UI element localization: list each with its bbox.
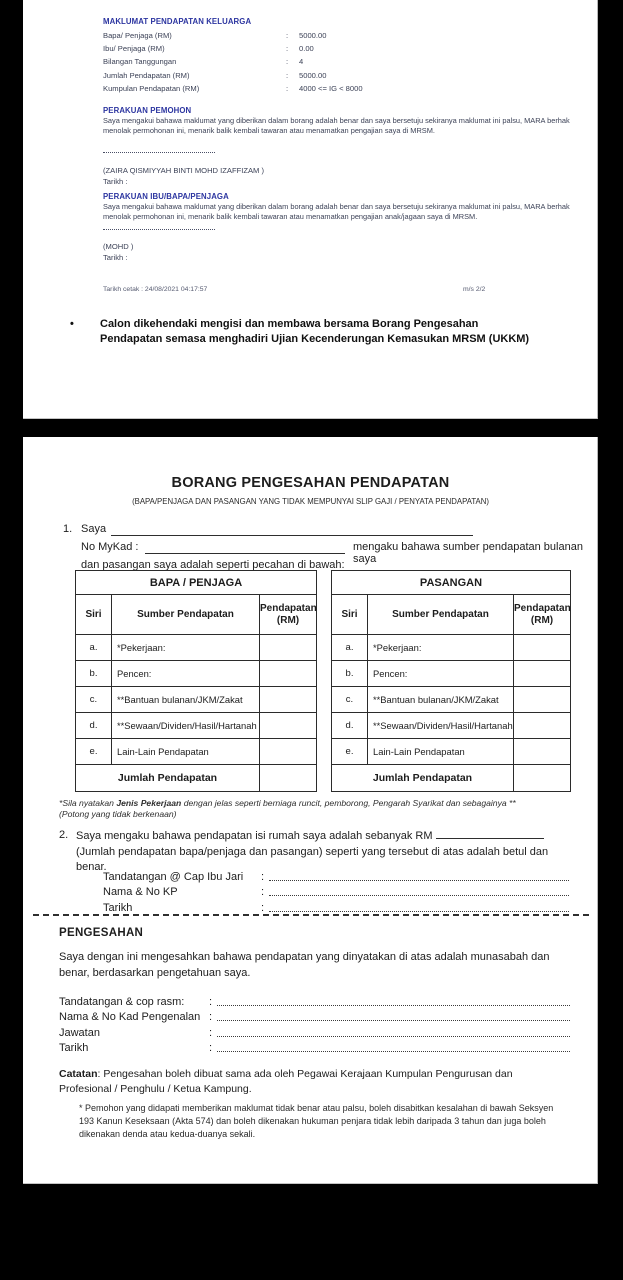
income-table-pasangan bbox=[331, 570, 571, 792]
dotted-fill-line bbox=[217, 1036, 570, 1037]
row-siri: d. bbox=[332, 713, 368, 739]
table-row bbox=[76, 687, 317, 713]
row-source: *Pekerjaan: bbox=[368, 635, 514, 661]
sig-label: Tarikh bbox=[59, 1042, 89, 1054]
sig-label: Tandatangan & cop rasm: bbox=[59, 995, 185, 1008]
sig-label: Jawatan bbox=[59, 1026, 100, 1039]
row-amount-blank bbox=[514, 687, 571, 713]
form-title: BORANG PENGESAHAN PENDAPATAN bbox=[171, 475, 450, 491]
table-row bbox=[332, 687, 571, 713]
income-value: 0.00 bbox=[299, 44, 314, 54]
row-source: Lain-Lain Pendapatan bbox=[368, 739, 514, 765]
applicant-name: (ZAIRA QISMIYYAH BINTI MOHD IZAFFIZAM ) bbox=[103, 166, 265, 175]
table-row bbox=[76, 661, 317, 687]
instruction-text: Calon dikehendaki mengisi dan membawa bersama Borang Pengesahan Pendapatan semasa menghadiri Ujian Kecenderungan Kemasukan MRSM (UKKM) bbox=[100, 318, 530, 345]
row-amount-blank bbox=[514, 713, 571, 739]
row-source: *Pekerjaan: bbox=[112, 635, 260, 661]
total-label: Jumlah Pendapatan bbox=[76, 765, 260, 792]
table-title: BAPA / PENJAGA bbox=[76, 571, 317, 595]
colon: : bbox=[286, 57, 289, 67]
note-bold: Jenis Pekerjaan bbox=[116, 798, 182, 808]
row-siri: e. bbox=[76, 739, 112, 765]
signature-row bbox=[103, 883, 569, 899]
income-value: 4000 <= IG < 8000 bbox=[299, 83, 363, 93]
colon: : bbox=[209, 1042, 213, 1054]
note-prefix: *Sila nyatakan bbox=[59, 798, 117, 808]
item1-saya-label: Saya bbox=[81, 523, 107, 535]
total-amount-blank bbox=[260, 765, 317, 792]
row-source: **Sewaan/Dividen/Hasil/Hartanah bbox=[368, 713, 514, 739]
table-row bbox=[332, 661, 571, 687]
colon: : bbox=[286, 70, 289, 80]
family-income-rows bbox=[103, 29, 433, 95]
amount-blank-field bbox=[436, 828, 544, 839]
form-subtitle: (BAPA/PENJAGA DAN PASANGAN YANG TIDAK MEMPUNYAI SLIP GAJI / PENYATA PENDAPATAN) bbox=[132, 497, 489, 506]
income-label: Kumpulan Pendapatan (RM) bbox=[103, 83, 200, 93]
guardian-name: (MOHD ) bbox=[103, 242, 134, 251]
verifier-signature-block bbox=[59, 992, 570, 1054]
row-siri: c. bbox=[332, 687, 368, 713]
note-suffix: dengan jelas seperti berniaga runcit, pemborong, Pengarah Syarikat dan sebagainya ** bbox=[181, 798, 516, 808]
colon: : bbox=[209, 1011, 213, 1023]
family-income-heading: MAKLUMAT PENDAPATAN KELUARGA bbox=[103, 17, 252, 26]
guardian-signature-line bbox=[103, 229, 215, 230]
row-amount-blank bbox=[260, 713, 317, 739]
colon: : bbox=[261, 901, 265, 914]
pengesahan-body: Saya dengan ini mengesahkan bahawa pendapatan yang dinyatakan di atas adalah munasabah dan benar, berdasarkan pengetahuan saya. bbox=[59, 951, 550, 979]
row-amount-blank bbox=[260, 635, 317, 661]
row-siri: a. bbox=[332, 635, 368, 661]
perakuan-pemohon-body: Saya mengakui bahawa maklumat yang diberikan dalam borang adalah benar dan saya bersetuju sekiranya maklumat ini palsu, MARA berhak menolak permohonan ini, menarik balik kembali tawaran atau menamatkan pengajian saya di MRSM. bbox=[103, 116, 570, 136]
row-amount-blank bbox=[260, 739, 317, 765]
col-header-siri: Siri bbox=[332, 595, 368, 635]
income-value: 4 bbox=[299, 57, 304, 67]
item2-text-before: Saya mengaku bahawa pendapatan isi rumah saya adalah sebanyak RM bbox=[76, 830, 433, 842]
dotted-fill-line bbox=[217, 1051, 570, 1052]
dotted-fill-line bbox=[269, 895, 569, 896]
row-amount-blank bbox=[260, 687, 317, 713]
row-siri: b. bbox=[76, 661, 112, 687]
col-header-amount: Pendapatan (RM) bbox=[260, 595, 317, 635]
catatan-text: : Pengesahan boleh dibuat sama ada oleh Pegawai Kerajaan Kumpulan Pengurusan dan Profesional / Penghulu / Ketua Kampung. bbox=[59, 1068, 513, 1095]
declarant-signature-block bbox=[103, 867, 569, 914]
colon: : bbox=[286, 44, 289, 54]
colon: : bbox=[209, 1026, 213, 1039]
item1-line3-text: dan pasangan saya adalah seperti pecahan di bawah: bbox=[81, 559, 345, 571]
perakuan-pemohon-heading: PERAKUAN PEMOHON bbox=[103, 106, 192, 115]
sig-label: Tarikh bbox=[103, 901, 133, 914]
dotted-fill-line bbox=[217, 1020, 570, 1021]
row-amount-blank bbox=[514, 739, 571, 765]
row-source: **Sewaan/Dividen/Hasil/Hartanah bbox=[112, 713, 260, 739]
signature-row bbox=[103, 898, 569, 914]
mykad-label: No MyKad : bbox=[81, 541, 139, 553]
dotted-fill-line bbox=[269, 911, 569, 912]
signature-row bbox=[59, 992, 570, 1008]
income-table-bapa bbox=[75, 570, 317, 792]
colon: : bbox=[286, 83, 289, 93]
mykad-blank-field bbox=[145, 541, 345, 554]
income-label: Bapa/ Penjaga (RM) bbox=[103, 31, 172, 41]
sig-label: Tandatangan @ Cap Ibu Jari bbox=[103, 870, 244, 883]
dashed-separator bbox=[33, 914, 589, 916]
table-row bbox=[332, 635, 571, 661]
signature-row bbox=[59, 1008, 570, 1024]
income-value: 5000.00 bbox=[299, 70, 327, 80]
guardian-date-label: Tarikh : bbox=[103, 253, 128, 262]
pengesahan-heading: PENGESAHAN bbox=[59, 927, 144, 939]
table-row bbox=[332, 739, 571, 765]
scan-content bbox=[23, 0, 598, 419]
perakuan-ibubapa-body: Saya mengakui bahawa maklumat yang diberikan dalam borang adalah benar dan saya bersetuju sekiranya maklumat ini palsu, MARA berhak menolak permohonan ini, menarik balik kembali tawaran atau menamatkan pengajian anak/jagaan saya di MRSM. bbox=[103, 202, 570, 222]
colon: : bbox=[261, 886, 265, 898]
table-row bbox=[76, 739, 317, 765]
income-row-jumlah bbox=[103, 69, 433, 82]
total-label: Jumlah Pendapatan bbox=[332, 765, 514, 792]
table-row bbox=[332, 713, 571, 739]
col-header-siri: Siri bbox=[76, 595, 112, 635]
col-header-amount: Pendapatan (RM) bbox=[514, 595, 571, 635]
signature-row bbox=[59, 1023, 570, 1039]
dotted-fill-line bbox=[269, 880, 569, 881]
bullet-icon: • bbox=[70, 318, 74, 330]
form-page-2 bbox=[23, 437, 598, 1184]
scanned-page-1 bbox=[23, 0, 598, 419]
catatan-label: Catatan bbox=[59, 1068, 98, 1080]
note-line2: (Potong yang tidak berkenaan) bbox=[59, 809, 177, 819]
income-label: Bilangan Tanggungan bbox=[103, 57, 177, 67]
table-row bbox=[76, 635, 317, 661]
table-title: PASANGAN bbox=[332, 571, 571, 595]
row-siri: b. bbox=[332, 661, 368, 687]
row-source: **Bantuan bulanan/JKM/Zakat bbox=[368, 687, 514, 713]
item1-line2-text: mengaku bahawa sumber pendapatan bulanan saya bbox=[353, 541, 583, 565]
income-value: 5000.00 bbox=[299, 31, 327, 41]
income-row-bapa bbox=[103, 29, 433, 42]
income-row-ibu bbox=[103, 42, 433, 55]
colon: : bbox=[286, 31, 289, 41]
applicant-date-label: Tarikh : bbox=[103, 177, 128, 186]
row-source: Pencen: bbox=[368, 661, 514, 687]
item1-number: 1. bbox=[63, 523, 73, 535]
row-amount-blank bbox=[260, 661, 317, 687]
row-siri: d. bbox=[76, 713, 112, 739]
perakuan-ibubapa-heading: PERAKUAN IBU/BAPA/PENJAGA bbox=[103, 192, 229, 201]
row-siri: e. bbox=[332, 739, 368, 765]
row-amount-blank bbox=[514, 635, 571, 661]
colon: : bbox=[261, 870, 265, 883]
col-header-source: Sumber Pendapatan bbox=[368, 595, 514, 635]
row-source: **Bantuan bulanan/JKM/Zakat bbox=[112, 687, 260, 713]
sig-label: Nama & No KP bbox=[103, 886, 178, 898]
row-source: Pencen: bbox=[112, 661, 260, 687]
applicant-signature-line bbox=[103, 152, 215, 153]
signature-row bbox=[59, 1039, 570, 1055]
row-siri: c. bbox=[76, 687, 112, 713]
income-row-tanggungan bbox=[103, 55, 433, 68]
occupation-note bbox=[59, 798, 559, 820]
item2-text-after: (Jumlah pendapatan bapa/penjaga dan pasangan) seperti yang tersebut di atas adalah betul dan benar. bbox=[76, 845, 549, 873]
dotted-fill-line bbox=[217, 1005, 570, 1006]
legal-footnote: * Pemohon yang didapati memberikan maklumat tidak benar atau palsu, boleh disabitkan kesalahan di bawah Seksyen 193 Kanun Keseksaan (Akta 574) dan boleh dikenakan hukuman penjara tidak lebih daripada 3 tahun dan juga boleh dikenakan denda atau kedua-duanya sekali. bbox=[79, 1103, 554, 1139]
page-number: m/s 2/2 bbox=[463, 286, 486, 293]
row-siri: a. bbox=[76, 635, 112, 661]
name-blank-field bbox=[111, 523, 473, 536]
sig-label: Nama & No Kad Pengenalan bbox=[59, 1011, 201, 1023]
income-row-kumpulan bbox=[103, 82, 433, 95]
item2-number: 2. bbox=[59, 829, 69, 841]
instruction-note bbox=[68, 317, 543, 347]
table-row bbox=[76, 713, 317, 739]
row-source: Lain-Lain Pendapatan bbox=[112, 739, 260, 765]
catatan-note bbox=[59, 1067, 564, 1096]
colon: : bbox=[209, 995, 213, 1008]
row-amount-blank bbox=[514, 661, 571, 687]
col-header-source: Sumber Pendapatan bbox=[112, 595, 260, 635]
income-label: Jumlah Pendapatan (RM) bbox=[103, 70, 190, 80]
print-date: Tarikh cetak : 24/08/2021 04:17:57 bbox=[103, 286, 208, 293]
signature-row bbox=[103, 867, 569, 883]
total-amount-blank bbox=[514, 765, 571, 792]
income-label: Ibu/ Penjaga (RM) bbox=[103, 44, 165, 54]
